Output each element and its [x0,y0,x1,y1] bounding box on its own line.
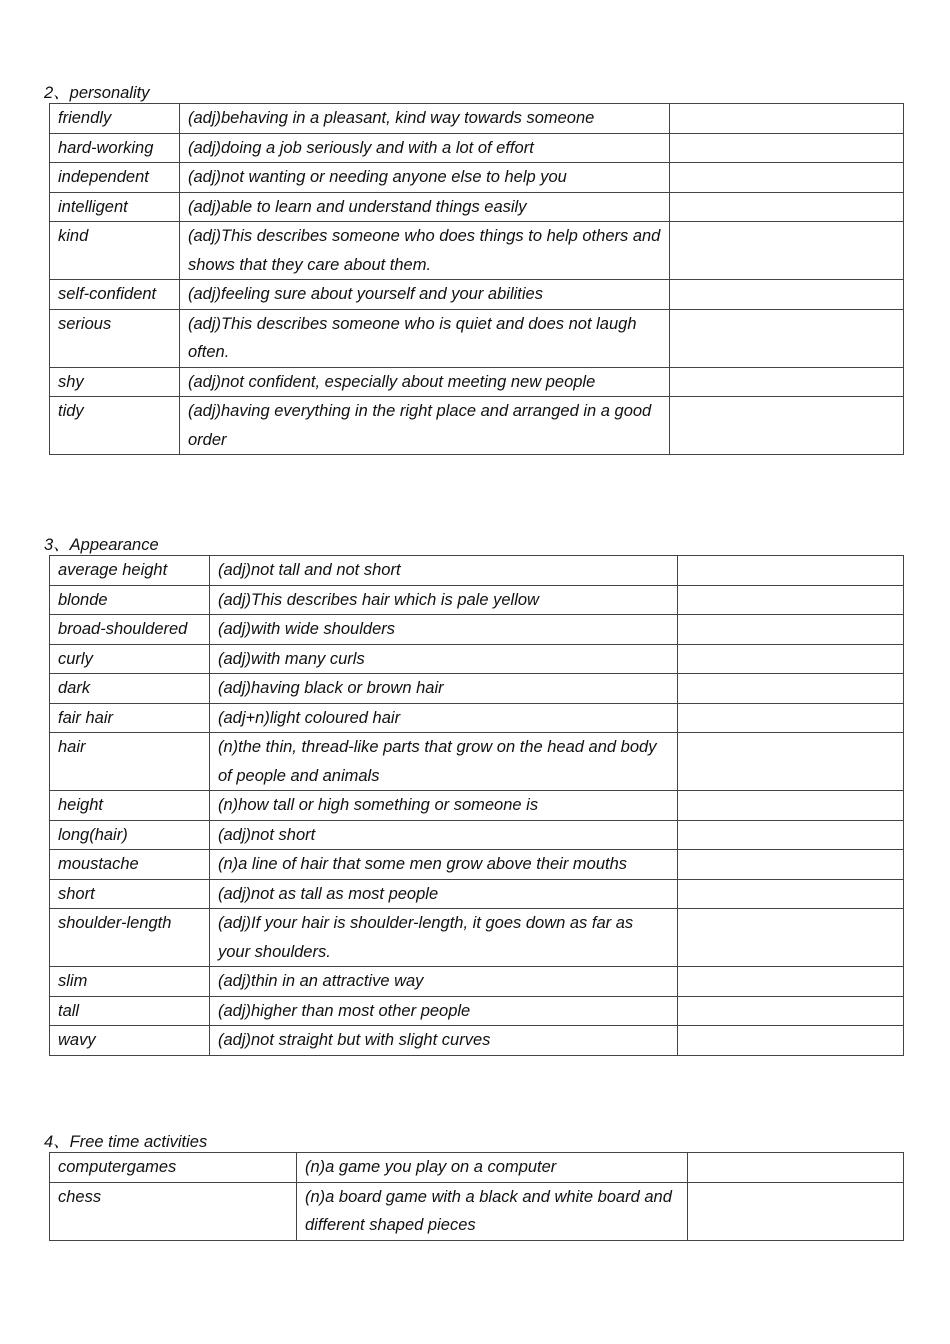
word-cell: chess [50,1182,297,1240]
table-row [50,1153,904,1183]
word-cell: hair [50,733,210,791]
answer-cell[interactable] [670,367,904,397]
definition-cell: (n)the thin, thread-like parts that grow on the head and body of people and animals [210,733,678,791]
answer-cell[interactable] [678,703,904,733]
word-cell: self-confident [50,280,180,310]
definition-cell: (adj)not confident, especially about meeting new people [180,367,670,397]
definition-cell: (adj)with wide shoulders [210,615,678,645]
personality-table [49,103,904,455]
answer-cell[interactable] [670,309,904,367]
word-cell: curly [50,644,210,674]
answer-cell[interactable] [670,192,904,222]
definition-cell: (adj)higher than most other people [210,996,678,1026]
word-cell: average height [50,556,210,586]
answer-cell[interactable] [670,222,904,280]
table-row [50,703,904,733]
table-row [50,280,904,310]
answer-cell[interactable] [678,733,904,791]
free-time-activities-table [49,1152,904,1241]
definition-cell: (adj)If your hair is shoulder-length, it goes down as far as your shoulders. [210,909,678,967]
word-cell: tall [50,996,210,1026]
table-row [50,674,904,704]
definition-cell: (n)a game you play on a computer [297,1153,688,1183]
table-row [50,967,904,997]
definition-cell: (adj)able to learn and understand things easily [180,192,670,222]
answer-cell[interactable] [688,1182,904,1240]
word-cell: broad-shouldered [50,615,210,645]
answer-cell[interactable] [678,1026,904,1056]
definition-cell: (adj)behaving in a pleasant, kind way towards someone [180,104,670,134]
section-title-personality: 2、personality [44,84,150,102]
table-row [50,909,904,967]
table-row [50,163,904,193]
answer-cell[interactable] [678,879,904,909]
definition-cell: (adj+n)light coloured hair [210,703,678,733]
table-row [50,1026,904,1056]
table-row [50,850,904,880]
table-row [50,733,904,791]
answer-cell[interactable] [678,791,904,821]
table-row [50,309,904,367]
definition-cell: (adj)not wanting or needing anyone else to help you [180,163,670,193]
table-row [50,367,904,397]
table-row [50,222,904,280]
definition-cell: (adj)thin in an attractive way [210,967,678,997]
word-cell: friendly [50,104,180,134]
word-cell: tidy [50,397,180,455]
definition-cell: (adj)not tall and not short [210,556,678,586]
table-row [50,397,904,455]
table-row [50,820,904,850]
definition-cell: (adj)not as tall as most people [210,879,678,909]
answer-cell[interactable] [678,674,904,704]
definition-cell: (n)a board game with a black and white board and different shaped pieces [297,1182,688,1240]
definition-cell: (adj)feeling sure about yourself and your abilities [180,280,670,310]
answer-cell[interactable] [670,133,904,163]
word-cell: slim [50,967,210,997]
definition-cell: (adj)This describes someone who does things to help others and shows that they care about them. [180,222,670,280]
word-cell: blonde [50,585,210,615]
word-cell: shy [50,367,180,397]
answer-cell[interactable] [678,996,904,1026]
definition-cell: (adj)having everything in the right place and arranged in a good order [180,397,670,455]
table-row [50,644,904,674]
word-cell: computergames [50,1153,297,1183]
table-row [50,996,904,1026]
table-row [50,192,904,222]
definition-cell: (adj)with many curls [210,644,678,674]
definition-cell: (adj)This describes hair which is pale yellow [210,585,678,615]
table-row [50,133,904,163]
table-row [50,791,904,821]
answer-cell[interactable] [670,280,904,310]
answer-cell[interactable] [678,556,904,586]
word-cell: intelligent [50,192,180,222]
table-row [50,556,904,586]
definition-cell: (n)a line of hair that some men grow above their mouths [210,850,678,880]
word-cell: kind [50,222,180,280]
table-row [50,879,904,909]
table-row [50,585,904,615]
table-row [50,1182,904,1240]
word-cell: shoulder-length [50,909,210,967]
word-cell: serious [50,309,180,367]
word-cell: height [50,791,210,821]
answer-cell[interactable] [670,163,904,193]
definition-cell: (adj)having black or brown hair [210,674,678,704]
word-cell: moustache [50,850,210,880]
word-cell: long(hair) [50,820,210,850]
section-title-appearance: 3、Appearance [44,536,159,554]
definition-cell: (adj)not straight but with slight curves [210,1026,678,1056]
definition-cell: (n)how tall or high something or someone is [210,791,678,821]
answer-cell[interactable] [678,820,904,850]
word-cell: wavy [50,1026,210,1056]
word-cell: fair hair [50,703,210,733]
definition-cell: (adj)This describes someone who is quiet and does not laugh often. [180,309,670,367]
answer-cell[interactable] [678,850,904,880]
answer-cell[interactable] [678,585,904,615]
answer-cell[interactable] [678,909,904,967]
answer-cell[interactable] [678,644,904,674]
word-cell: short [50,879,210,909]
answer-cell[interactable] [670,104,904,134]
appearance-table [49,555,904,1056]
answer-cell[interactable] [670,397,904,455]
word-cell: independent [50,163,180,193]
answer-cell[interactable] [688,1153,904,1183]
table-row [50,104,904,134]
answer-cell[interactable] [678,615,904,645]
word-cell: hard-working [50,133,180,163]
table-row [50,615,904,645]
definition-cell: (adj)doing a job seriously and with a lot of effort [180,133,670,163]
definition-cell: (adj)not short [210,820,678,850]
word-cell: dark [50,674,210,704]
section-title-free-time-activities: 4、Free time activities [44,1133,208,1151]
answer-cell[interactable] [678,967,904,997]
